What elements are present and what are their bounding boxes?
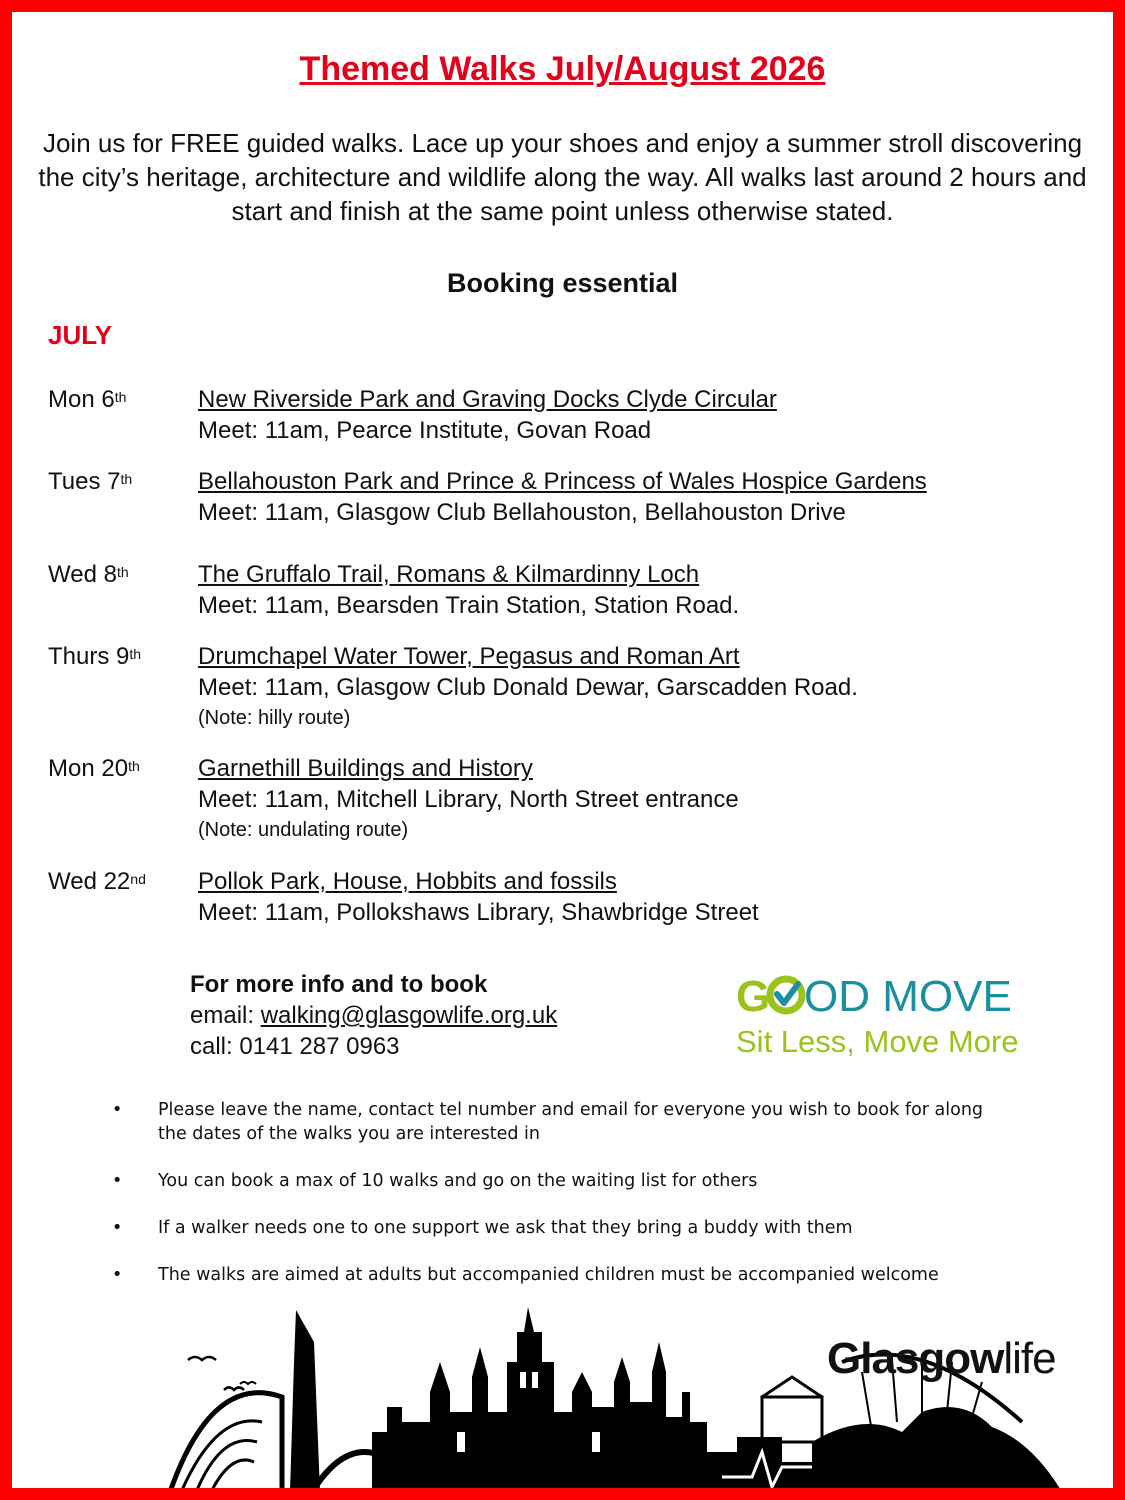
booking-contact bbox=[190, 969, 557, 1062]
glasgow-life-logo: Glasgowlife bbox=[827, 1334, 1056, 1383]
university-skyline bbox=[372, 1307, 707, 1492]
email-link[interactable]: walking@glasgowlife.org.uk bbox=[260, 1002, 558, 1029]
good-move-wordmark: OD MOVE bbox=[804, 972, 1012, 1021]
booking-notes-list bbox=[112, 1098, 1012, 1310]
walk-name: Pollok Park, House, Hobbits and fossils bbox=[198, 868, 617, 895]
list-item: • If a walker needs one to one support we ask that they bring a buddy with them bbox=[112, 1218, 853, 1238]
walk-name: Drumchapel Water Tower, Pegasus and Roman Art bbox=[198, 643, 740, 670]
glasgow-skyline-illustration bbox=[162, 1302, 1125, 1500]
booking-contact-heading: For more info and to book bbox=[190, 971, 488, 998]
walk-date: Thurs 9th bbox=[48, 643, 142, 670]
list-item: • Please leave the name, contact tel number and email for everyone you wish to book for along the dates of the walks you are interested in bbox=[112, 1100, 984, 1144]
good-move-logo bbox=[724, 972, 1034, 1062]
walk-date: Mon 6th bbox=[48, 386, 127, 413]
good-move-logo-graphic bbox=[724, 972, 1034, 1062]
bird-icon bbox=[240, 1382, 256, 1384]
walk-name: The Gruffalo Trail, Romans & Kilmardinny Loch bbox=[198, 561, 700, 588]
walk-name: Bellahouston Park and Prince & Princess of Wales Hospice Gardens bbox=[198, 468, 927, 495]
walk-date: Wed 22nd bbox=[48, 868, 146, 895]
walk-note: (Note: hilly route) bbox=[198, 707, 351, 729]
good-move-tagline: Sit Less, Move More bbox=[736, 1024, 1019, 1059]
walk-meeting-point: Meet: 11am, Bearsden Train Station, Station Road. bbox=[198, 592, 740, 619]
walk-name: New Riverside Park and Graving Docks Clyde Circular bbox=[198, 386, 777, 413]
list-item: • You can book a max of 10 walks and go on the waiting list for others bbox=[112, 1171, 758, 1191]
walk-meeting-point: Meet: 11am, Pearce Institute, Govan Road bbox=[198, 417, 652, 444]
booking-heading: Booking essential bbox=[446, 268, 679, 298]
city-buildings bbox=[707, 1437, 812, 1492]
walk-note: (Note: undulating route) bbox=[198, 819, 409, 841]
ground bbox=[162, 1489, 1125, 1500]
good-move-letter-g: G bbox=[736, 972, 771, 1021]
walk-date: Tues 7th bbox=[48, 468, 133, 495]
list-item: • The walks are aimed at adults but accompanied children must be accompanied welcome bbox=[112, 1265, 939, 1285]
month-heading: JULY bbox=[48, 320, 113, 350]
walk-meeting-point: Meet: 11am, Mitchell Library, North Street entrance bbox=[198, 786, 739, 813]
page-title: Themed Walks July/August 2026 bbox=[299, 50, 826, 88]
bird-icon bbox=[188, 1357, 216, 1360]
walk-date: Wed 8th bbox=[48, 561, 129, 588]
walk-meeting-point: Meet: 11am, Glasgow Club Bellahouston, Bellahouston Drive bbox=[198, 499, 846, 526]
glasgow-tower bbox=[290, 1310, 320, 1492]
sec-armadillo bbox=[812, 1407, 1062, 1492]
intro-text: Join us for FREE guided walks. Lace up your shoes and enjoy a summer stroll discovering the city’s heritage, architecture and wildlife along the way. All walks last around 2 hours and start and finish at the same point unless otherwise stated. bbox=[38, 128, 1087, 226]
bullet-icon: • bbox=[112, 1218, 123, 1238]
good-move-tick-icon bbox=[777, 984, 798, 1003]
bullet-icon: • bbox=[112, 1265, 123, 1285]
booking-email-line: email: walking@glasgowlife.org.uk bbox=[190, 1002, 558, 1029]
walk-meeting-point: Meet: 11am, Pollokshaws Library, Shawbridge Street bbox=[198, 899, 759, 926]
bird-icon bbox=[224, 1388, 244, 1391]
bullet-icon: • bbox=[112, 1100, 123, 1120]
walk-meeting-point: Meet: 11am, Glasgow Club Donald Dewar, Garscadden Road. bbox=[198, 674, 858, 701]
booking-phone: call: 0141 287 0963 bbox=[190, 1033, 400, 1060]
bullet-icon: • bbox=[112, 1171, 123, 1191]
walk-name: Garnethill Buildings and History bbox=[198, 755, 533, 782]
walk-date: Mon 20th bbox=[48, 755, 140, 782]
